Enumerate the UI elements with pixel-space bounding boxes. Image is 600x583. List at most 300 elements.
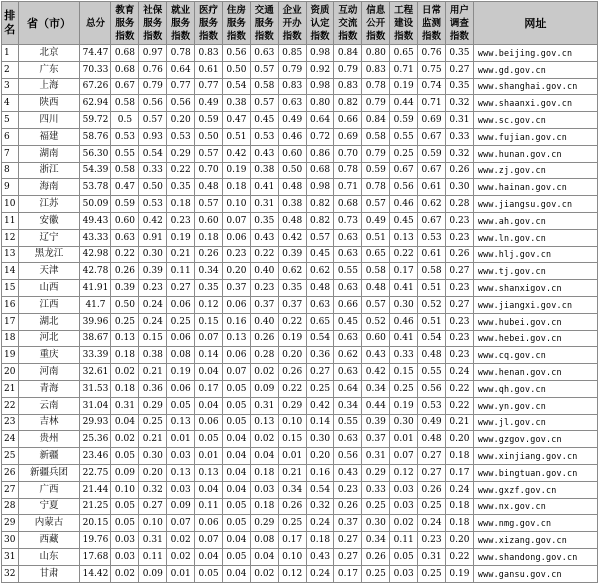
table-row — [2, 464, 598, 481]
index-score-cell: 0.26 — [445, 246, 473, 263]
index-score-cell: 0.27 — [334, 548, 362, 565]
website-url-cell[interactable]: www.shanghai.gov.cn — [473, 78, 597, 95]
index-score-cell: 0.26 — [278, 364, 306, 381]
index-score-cell: 0.63 — [306, 296, 334, 313]
index-score-cell: 0.15 — [278, 431, 306, 448]
website-url-cell[interactable]: www.gxzf.gov.cn — [473, 481, 597, 498]
index-score-cell: 0.48 — [278, 179, 306, 196]
index-score-cell: 0.41 — [390, 330, 418, 347]
table-row — [2, 145, 598, 162]
index-score-cell: 0.10 — [222, 196, 250, 213]
total-score-cell: 17.68 — [80, 548, 111, 565]
index-score-cell: 0.47 — [111, 179, 139, 196]
index-score-cell: 0.53 — [139, 196, 167, 213]
index-score-cell: 0.23 — [222, 246, 250, 263]
total-score-cell: 14.42 — [80, 565, 111, 582]
index-score-cell: 0.35 — [278, 280, 306, 297]
table-row — [2, 515, 598, 532]
index-score-cell: 0.33 — [139, 162, 167, 179]
index-score-cell: 0.46 — [278, 128, 306, 145]
index-score-cell: 0.65 — [362, 246, 390, 263]
website-url-cell[interactable]: www.hunan.gov.cn — [473, 145, 597, 162]
index-score-cell: 0.34 — [278, 481, 306, 498]
table-row — [2, 565, 598, 582]
index-score-cell: 0.27 — [418, 448, 446, 465]
index-score-cell: 0.27 — [167, 280, 195, 297]
index-score-cell: 0.04 — [222, 481, 250, 498]
index-score-cell: 0.22 — [250, 246, 278, 263]
total-score-cell: 32.61 — [80, 364, 111, 381]
table-body — [2, 45, 598, 583]
website-url-cell[interactable]: www.yn.gov.cn — [473, 397, 597, 414]
index-score-cell: 0.23 — [334, 481, 362, 498]
website-url-cell[interactable]: www.beijing.gov.cn — [473, 45, 597, 62]
index-score-cell: 0.24 — [418, 515, 446, 532]
website-url-cell[interactable]: www.qh.gov.cn — [473, 380, 597, 397]
index-score-cell: 0.05 — [222, 548, 250, 565]
index-score-cell: 0.57 — [250, 95, 278, 112]
index-score-cell: 0.23 — [445, 330, 473, 347]
index-score-cell: 0.79 — [334, 61, 362, 78]
index-score-cell: 0.59 — [195, 112, 223, 129]
index-score-cell: 0.25 — [390, 380, 418, 397]
table-row — [2, 112, 598, 129]
index-score-cell: 0.39 — [111, 280, 139, 297]
website-url-cell[interactable]: www.shandong.gov.cn — [473, 548, 597, 565]
header-interaction-index: 互动交流指数 — [334, 2, 362, 45]
total-score-cell: 21.25 — [80, 498, 111, 515]
rank-cell: 21 — [2, 380, 19, 397]
index-score-cell: 0.31 — [111, 397, 139, 414]
index-score-cell: 0.01 — [278, 448, 306, 465]
index-score-cell: 0.57 — [362, 296, 390, 313]
index-score-cell: 0.76 — [418, 45, 446, 62]
index-score-cell: 0.59 — [418, 145, 446, 162]
province-cell: 江苏 — [18, 196, 80, 213]
index-score-cell: 0.16 — [306, 464, 334, 481]
index-score-cell: 0.07 — [222, 364, 250, 381]
index-score-cell: 0.39 — [278, 246, 306, 263]
website-url-cell[interactable]: www.nx.gov.cn — [473, 498, 597, 515]
index-score-cell: 0.83 — [362, 61, 390, 78]
table-row — [2, 431, 598, 448]
index-score-cell: 0.50 — [278, 162, 306, 179]
header-employment-index: 就业服务指数 — [167, 2, 195, 45]
total-score-cell: 58.76 — [80, 128, 111, 145]
index-score-cell: 0.64 — [167, 61, 195, 78]
total-score-cell: 70.33 — [80, 61, 111, 78]
index-score-cell: 0.74 — [418, 78, 446, 95]
index-score-cell: 0.41 — [390, 280, 418, 297]
index-score-cell: 0.29 — [139, 397, 167, 414]
website-url-cell[interactable]: www.cq.gov.cn — [473, 347, 597, 364]
index-score-cell: 0.18 — [445, 448, 473, 465]
province-cell: 重庆 — [18, 347, 80, 364]
index-score-cell: 0.36 — [139, 380, 167, 397]
index-score-cell: 0.23 — [445, 212, 473, 229]
province-cell: 山西 — [18, 280, 80, 297]
index-score-cell: 0.29 — [362, 464, 390, 481]
index-score-cell: 0.46 — [390, 196, 418, 213]
index-score-cell: 0.80 — [306, 95, 334, 112]
index-score-cell: 0.30 — [445, 179, 473, 196]
index-score-cell: 0.63 — [334, 364, 362, 381]
index-score-cell: 0.72 — [306, 128, 334, 145]
index-score-cell: 0.97 — [139, 45, 167, 62]
index-score-cell: 0.12 — [278, 565, 306, 582]
table-row — [2, 280, 598, 297]
total-score-cell: 43.33 — [80, 229, 111, 246]
index-score-cell: 0.03 — [390, 565, 418, 582]
index-score-cell: 0.67 — [418, 212, 446, 229]
index-score-cell: 0.23 — [167, 212, 195, 229]
index-score-cell: 0.04 — [250, 548, 278, 565]
index-score-cell: 0.36 — [306, 347, 334, 364]
table-row — [2, 548, 598, 565]
index-score-cell: 0.21 — [167, 246, 195, 263]
index-score-cell: 0.03 — [390, 481, 418, 498]
index-score-cell: 0.35 — [167, 179, 195, 196]
index-score-cell: 0.01 — [195, 448, 223, 465]
table-row — [2, 498, 598, 515]
index-score-cell: 0.67 — [418, 128, 446, 145]
website-url-cell[interactable]: www.sc.gov.cn — [473, 112, 597, 129]
table-row — [2, 397, 598, 414]
index-score-cell: 0.09 — [250, 380, 278, 397]
index-score-cell: 0.30 — [139, 448, 167, 465]
index-score-cell: 0.48 — [195, 179, 223, 196]
index-score-cell: 0.03 — [167, 448, 195, 465]
index-score-cell: 0.27 — [306, 364, 334, 381]
province-cell: 上海 — [18, 78, 80, 95]
index-score-cell: 0.01 — [167, 565, 195, 582]
province-cell: 湖南 — [18, 145, 80, 162]
index-score-cell: 0.5 — [111, 112, 139, 129]
index-score-cell: 0.23 — [139, 280, 167, 297]
index-score-cell: 0.51 — [418, 313, 446, 330]
index-score-cell: 0.01 — [167, 431, 195, 448]
province-cell: 河南 — [18, 364, 80, 381]
index-score-cell: 0.22 — [390, 246, 418, 263]
index-score-cell: 0.05 — [111, 448, 139, 465]
index-score-cell: 0.04 — [111, 414, 139, 431]
index-score-cell: 0.17 — [195, 380, 223, 397]
index-score-cell: 0.31 — [139, 532, 167, 549]
table-row — [2, 532, 598, 549]
total-score-cell: 29.93 — [80, 414, 111, 431]
website-url-cell[interactable]: www.hlj.gov.cn — [473, 246, 597, 263]
index-score-cell: 0.45 — [390, 212, 418, 229]
province-cell: 新疆兵团 — [18, 464, 80, 481]
header-social-security-index: 社保服务指数 — [139, 2, 167, 45]
index-score-cell: 0.92 — [306, 61, 334, 78]
index-score-cell: 0.41 — [250, 179, 278, 196]
total-score-cell: 53.78 — [80, 179, 111, 196]
rank-cell: 20 — [2, 364, 19, 381]
table-row — [2, 179, 598, 196]
website-url-cell[interactable]: www.jiangsu.gov.cn — [473, 196, 597, 213]
rank-cell: 28 — [2, 498, 19, 515]
table-row — [2, 414, 598, 431]
rank-cell: 15 — [2, 280, 19, 297]
index-score-cell: 0.37 — [334, 515, 362, 532]
index-score-cell: 0.66 — [334, 112, 362, 129]
index-score-cell: 0.58 — [418, 263, 446, 280]
index-score-cell: 0.23 — [250, 280, 278, 297]
index-score-cell: 0.98 — [306, 179, 334, 196]
index-score-cell: 0.05 — [222, 380, 250, 397]
index-score-cell: 0.27 — [139, 498, 167, 515]
index-score-cell: 0.27 — [418, 464, 446, 481]
index-score-cell: 0.54 — [139, 145, 167, 162]
index-score-cell: 0.13 — [195, 464, 223, 481]
province-cell: 陕西 — [18, 95, 80, 112]
website-url-cell[interactable]: www.bingtuan.gov.cn — [473, 464, 597, 481]
rank-cell: 26 — [2, 464, 19, 481]
index-score-cell: 0.22 — [445, 380, 473, 397]
index-score-cell: 0.83 — [195, 45, 223, 62]
index-score-cell: 0.17 — [445, 464, 473, 481]
website-url-cell[interactable]: www.fujian.gov.cn — [473, 128, 597, 145]
index-score-cell: 0.56 — [418, 380, 446, 397]
index-score-cell: 0.17 — [390, 263, 418, 280]
website-url-cell[interactable]: www.shanxigov.cn — [473, 280, 597, 297]
index-score-cell: 0.19 — [222, 162, 250, 179]
index-score-cell: 0.50 — [222, 61, 250, 78]
index-score-cell: 0.37 — [278, 296, 306, 313]
index-score-cell: 0.23 — [445, 229, 473, 246]
index-score-cell: 0.09 — [111, 464, 139, 481]
index-score-cell: 0.24 — [306, 565, 334, 582]
index-score-cell: 0.84 — [334, 45, 362, 62]
index-score-cell: 0.30 — [390, 414, 418, 431]
index-score-cell: 0.23 — [445, 280, 473, 297]
total-score-cell: 21.44 — [80, 481, 111, 498]
index-score-cell: 0.37 — [250, 296, 278, 313]
website-url-cell[interactable]: www.jl.gov.cn — [473, 414, 597, 431]
index-score-cell: 0.24 — [139, 313, 167, 330]
index-score-cell: 0.27 — [445, 296, 473, 313]
index-score-cell: 0.58 — [250, 78, 278, 95]
index-score-cell: 0.42 — [362, 364, 390, 381]
index-score-cell: 0.29 — [278, 397, 306, 414]
header-rank: 排名 — [2, 2, 19, 45]
index-score-cell: 0.48 — [418, 347, 446, 364]
index-score-cell: 0.73 — [334, 212, 362, 229]
index-score-cell: 0.13 — [250, 414, 278, 431]
index-score-cell: 0.48 — [306, 280, 334, 297]
province-cell: 新疆 — [18, 448, 80, 465]
index-score-cell: 0.07 — [390, 448, 418, 465]
website-url-cell[interactable]: www.tj.gov.cn — [473, 263, 597, 280]
rank-cell: 32 — [2, 565, 19, 582]
total-score-cell: 59.72 — [80, 112, 111, 129]
index-score-cell: 0.71 — [418, 95, 446, 112]
website-url-cell[interactable]: www.henan.gov.cn — [473, 364, 597, 381]
index-score-cell: 0.03 — [167, 481, 195, 498]
table-row — [2, 162, 598, 179]
index-score-cell: 0.39 — [362, 414, 390, 431]
website-url-cell[interactable]: www.hainan.gov.cn — [473, 179, 597, 196]
index-score-cell: 0.51 — [418, 280, 446, 297]
index-score-cell: 0.22 — [111, 246, 139, 263]
index-score-cell: 0.10 — [278, 414, 306, 431]
index-score-cell: 0.25 — [278, 515, 306, 532]
index-score-cell: 0.55 — [390, 128, 418, 145]
website-url-cell[interactable]: www.zj.gov.cn — [473, 162, 597, 179]
index-score-cell: 0.23 — [445, 313, 473, 330]
table-row — [2, 229, 598, 246]
index-score-cell: 0.14 — [195, 347, 223, 364]
index-score-cell: 0.78 — [362, 179, 390, 196]
index-score-cell: 0.32 — [139, 481, 167, 498]
index-score-cell: 0.05 — [222, 397, 250, 414]
index-score-cell: 0.48 — [418, 431, 446, 448]
website-url-cell[interactable]: www.xizang.gov.cn — [473, 532, 597, 549]
index-score-cell: 0.03 — [111, 532, 139, 549]
header-url: 网址 — [473, 2, 597, 45]
rank-cell: 29 — [2, 515, 19, 532]
index-score-cell: 0.45 — [306, 246, 334, 263]
index-score-cell: 0.26 — [334, 498, 362, 515]
website-url-cell[interactable]: www.jiangxi.gov.cn — [473, 296, 597, 313]
index-score-cell: 0.10 — [139, 515, 167, 532]
website-url-cell[interactable]: www.shaanxi.gov.cn — [473, 95, 597, 112]
index-score-cell: 0.57 — [250, 61, 278, 78]
index-score-cell: 0.79 — [139, 78, 167, 95]
index-score-cell: 0.18 — [445, 515, 473, 532]
website-url-cell[interactable]: www.hubei.gov.cn — [473, 313, 597, 330]
index-score-cell: 0.15 — [139, 330, 167, 347]
index-score-cell: 0.67 — [390, 162, 418, 179]
index-score-cell: 0.13 — [167, 414, 195, 431]
index-score-cell: 0.53 — [111, 128, 139, 145]
index-score-cell: 0.42 — [222, 145, 250, 162]
index-score-cell: 0.22 — [278, 313, 306, 330]
index-score-cell: 0.82 — [306, 196, 334, 213]
index-score-cell: 0.04 — [222, 464, 250, 481]
index-score-cell: 0.79 — [362, 95, 390, 112]
province-cell: 黑龙江 — [18, 246, 80, 263]
website-url-cell[interactable]: www.gansu.gov.cn — [473, 565, 597, 582]
index-score-cell: 0.34 — [362, 380, 390, 397]
table-row — [2, 212, 598, 229]
table-row — [2, 128, 598, 145]
index-score-cell: 0.11 — [195, 498, 223, 515]
website-url-cell[interactable]: www.gd.gov.cn — [473, 61, 597, 78]
website-url-cell[interactable]: www.ah.gov.cn — [473, 212, 597, 229]
index-score-cell: 0.18 — [111, 347, 139, 364]
website-url-cell[interactable]: www.xinjiang.gov.cn — [473, 448, 597, 465]
index-score-cell: 0.23 — [418, 532, 446, 549]
index-score-cell: 0.21 — [139, 364, 167, 381]
index-score-cell: 0.91 — [139, 229, 167, 246]
index-score-cell: 0.04 — [195, 364, 223, 381]
index-score-cell: 0.63 — [278, 95, 306, 112]
website-url-cell[interactable]: www.ln.gov.cn — [473, 229, 597, 246]
index-score-cell: 0.43 — [306, 548, 334, 565]
index-score-cell: 0.82 — [306, 212, 334, 229]
index-score-cell: 0.19 — [390, 397, 418, 414]
index-score-cell: 0.28 — [250, 347, 278, 364]
index-score-cell: 0.04 — [222, 431, 250, 448]
index-score-cell: 0.30 — [362, 515, 390, 532]
index-score-cell: 0.19 — [167, 364, 195, 381]
header-business-startup-index: 企业开办指数 — [278, 2, 306, 45]
province-cell: 广东 — [18, 61, 80, 78]
total-score-cell: 38.67 — [80, 330, 111, 347]
index-score-cell: 0.02 — [167, 532, 195, 549]
header-user-survey-index: 用户调查指数 — [445, 2, 473, 45]
index-score-cell: 0.26 — [418, 481, 446, 498]
index-score-cell: 0.13 — [222, 330, 250, 347]
website-url-cell[interactable]: www.hebei.gov.cn — [473, 330, 597, 347]
table-row — [2, 481, 598, 498]
index-score-cell: 0.47 — [222, 112, 250, 129]
index-score-cell: 0.27 — [445, 61, 473, 78]
index-score-cell: 0.54 — [222, 78, 250, 95]
index-score-cell: 0.03 — [111, 548, 139, 565]
index-score-cell: 0.22 — [445, 397, 473, 414]
index-score-cell: 0.53 — [418, 397, 446, 414]
index-score-cell: 0.43 — [250, 229, 278, 246]
index-score-cell: 0.51 — [362, 229, 390, 246]
total-score-cell: 41.91 — [80, 280, 111, 297]
index-score-cell: 0.21 — [278, 464, 306, 481]
province-cell: 辽宁 — [18, 229, 80, 246]
index-score-cell: 0.32 — [445, 145, 473, 162]
index-score-cell: 0.24 — [139, 296, 167, 313]
index-score-cell: 0.07 — [167, 515, 195, 532]
total-score-cell: 67.26 — [80, 78, 111, 95]
total-score-cell: 23.46 — [80, 448, 111, 465]
index-score-cell: 0.06 — [222, 347, 250, 364]
index-score-cell: 0.69 — [334, 128, 362, 145]
index-score-cell: 0.25 — [306, 380, 334, 397]
index-score-cell: 0.54 — [306, 481, 334, 498]
index-score-cell: 0.25 — [167, 313, 195, 330]
rank-cell: 19 — [2, 347, 19, 364]
index-score-cell: 0.03 — [390, 498, 418, 515]
index-score-cell: 0.67 — [111, 78, 139, 95]
index-score-cell: 0.02 — [167, 548, 195, 565]
index-score-cell: 0.62 — [278, 263, 306, 280]
index-score-cell: 0.85 — [278, 45, 306, 62]
index-score-cell: 0.25 — [139, 414, 167, 431]
index-score-cell: 0.83 — [334, 78, 362, 95]
table-row — [2, 380, 598, 397]
index-score-cell: 0.05 — [222, 414, 250, 431]
index-score-cell: 0.25 — [362, 565, 390, 582]
index-score-cell: 0.78 — [334, 162, 362, 179]
table-row — [2, 263, 598, 280]
index-score-cell: 0.39 — [139, 263, 167, 280]
index-score-cell: 0.63 — [111, 229, 139, 246]
rank-cell: 2 — [2, 61, 19, 78]
index-score-cell: 0.62 — [418, 196, 446, 213]
website-url-cell[interactable]: www.gzgov.gov.cn — [473, 431, 597, 448]
index-score-cell: 0.02 — [111, 565, 139, 582]
website-url-cell[interactable]: www.nmg.gov.cn — [473, 515, 597, 532]
index-score-cell: 0.55 — [418, 364, 446, 381]
index-score-cell: 0.07 — [222, 212, 250, 229]
index-score-cell: 0.31 — [418, 548, 446, 565]
index-score-cell: 0.25 — [418, 565, 446, 582]
total-score-cell: 20.15 — [80, 515, 111, 532]
index-score-cell: 0.53 — [418, 229, 446, 246]
index-score-cell: 0.68 — [306, 162, 334, 179]
index-score-cell: 0.79 — [278, 61, 306, 78]
